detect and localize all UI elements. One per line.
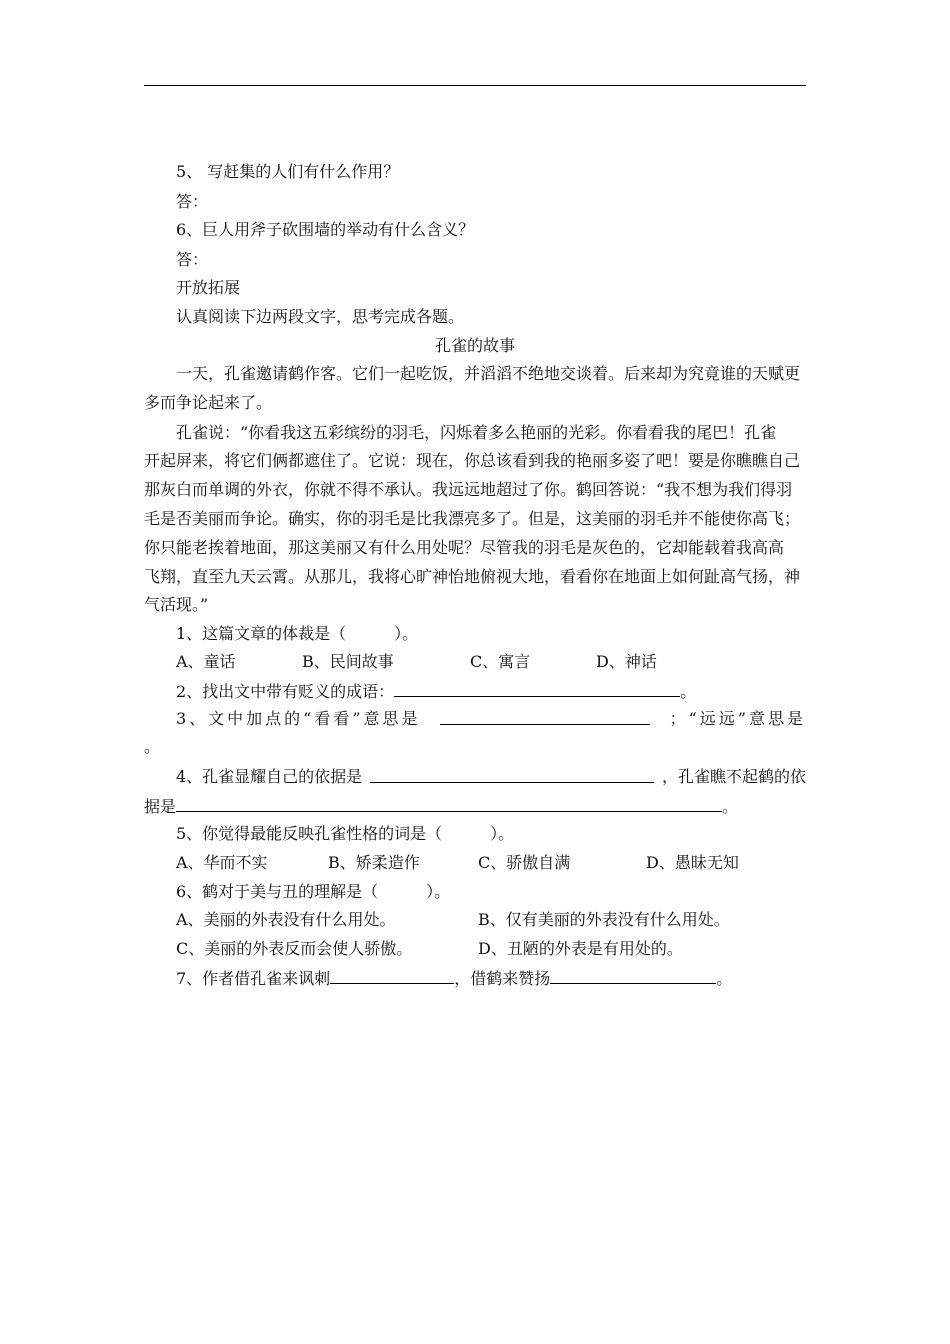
q6-option-c: C、美丽的外表反而会使人骄傲。 bbox=[176, 939, 413, 958]
q7-start: 7、作者借孔雀来讽刺 bbox=[176, 969, 331, 988]
question-3 bbox=[176, 709, 806, 729]
answer-label-2: 答： bbox=[176, 250, 209, 269]
q6-option-a: A、美丽的外表没有什么用处。 bbox=[176, 910, 396, 929]
q6-option-b: B、仅有美丽的外表没有什么用处。 bbox=[478, 910, 730, 929]
story-para1-line1: 一天，孔雀邀请鹤作客。它们一起吃饭，并滔滔不绝地交谈着。后来却为究竟谁的天赋更 bbox=[176, 364, 801, 383]
q2-text: 2、找出文中带有贬义的成语： bbox=[176, 682, 395, 701]
q5-option-a: A、华而不实 bbox=[176, 853, 268, 872]
q6-option-d: D、丑陋的外表是有用处的。 bbox=[478, 939, 683, 958]
q2-end: 。 bbox=[680, 682, 697, 701]
question-1: 1、这篇文章的体裁是（ ）。 bbox=[176, 624, 419, 643]
question-4 bbox=[176, 767, 806, 787]
q5-option-c: C、骄傲自满 bbox=[478, 853, 571, 872]
q3-mid: ；“远远”意思是 bbox=[669, 709, 806, 728]
question-7 bbox=[176, 968, 806, 989]
q3-answer-blank-1[interactable] bbox=[440, 709, 650, 725]
story-para2-line2: 开起屏来，将它们俩都遮住了。它说：现在，你总该看到我的艳丽多姿了吧！要是你瞧瞧自己 bbox=[144, 451, 801, 470]
q4-cont: 据是 bbox=[144, 797, 177, 816]
story-para2-line3: 那灰白而单调的外衣，你就不得不承认。我远远地超过了你。鹤回答说：“我不想为我们得羽 bbox=[144, 480, 793, 499]
question-5-top: 5、 写赶集的人们有什么作用？ bbox=[176, 162, 400, 181]
instruction: 认真阅读下边两段文字，思考完成各题。 bbox=[176, 307, 465, 326]
section-title: 开放拓展 bbox=[176, 278, 241, 297]
q7-answer-blank-1[interactable] bbox=[330, 968, 454, 984]
q5-option-b: B、矫柔造作 bbox=[328, 853, 420, 872]
header-rule bbox=[144, 85, 806, 86]
q3-end: 。 bbox=[144, 737, 161, 756]
question-5: 5、你觉得最能反映孔雀性格的词是（ ）。 bbox=[176, 824, 515, 843]
story-para2-line1: 孔雀说：“你看我这五彩缤纷的羽毛，闪烁着多么艳丽的光彩。你看看我的尾巴！孔雀 bbox=[176, 423, 777, 442]
q7-end: 。 bbox=[716, 969, 733, 988]
q1-option-c: C、寓言 bbox=[470, 652, 531, 671]
story-para2-line6: 飞翔，直至九天云霄。从那儿，我将心旷神怡地俯视大地，看看你在地面上如何趾高气扬，神 bbox=[144, 567, 801, 586]
story-para2-line5: 你只能老挨着地面，那这美丽又有什么用处呢？尽管我的羽毛是灰色的，它却能载着我高高 bbox=[144, 538, 785, 557]
q7-mid: ，借鹤来赞扬 bbox=[454, 969, 551, 988]
question-2 bbox=[176, 681, 806, 702]
q2-answer-blank[interactable] bbox=[394, 681, 680, 697]
story-para2-line7: 气活现。” bbox=[144, 595, 209, 614]
answer-label-1: 答： bbox=[176, 192, 209, 211]
question-4-continued bbox=[144, 796, 806, 817]
q7-answer-blank-2[interactable] bbox=[550, 968, 716, 984]
q1-option-d: D、神话 bbox=[596, 652, 657, 671]
q4-start: 4、孔雀显耀自己的依据是 bbox=[176, 767, 363, 786]
question-6-top: 6、巨人用斧子砍围墙的举动有什么含义？ bbox=[176, 220, 475, 239]
q3-start: 3、文中加点的“看看”意思是 bbox=[176, 709, 421, 728]
q4-answer-blank-2[interactable] bbox=[176, 796, 722, 812]
q1-option-b: B、民间故事 bbox=[302, 652, 394, 671]
q5-option-d: D、愚昧无知 bbox=[646, 853, 739, 872]
q4-answer-blank-1[interactable] bbox=[370, 767, 654, 783]
q4-mid: ，孔雀瞧不起鹤的依 bbox=[661, 767, 806, 786]
story-para1-line2: 多而争论起来了。 bbox=[144, 393, 273, 412]
question-6: 6、鹤对于美与丑的理解是（ ）。 bbox=[176, 882, 451, 901]
story-para2-line4: 毛是否美丽而争论。确实，你的羽毛是比我漂亮多了。但是，这美丽的羽毛并不能使你高飞； bbox=[144, 509, 801, 528]
story-title: 孔雀的故事 bbox=[434, 336, 515, 355]
q4-end: 。 bbox=[722, 797, 739, 816]
q1-option-a: A、童话 bbox=[176, 652, 236, 671]
